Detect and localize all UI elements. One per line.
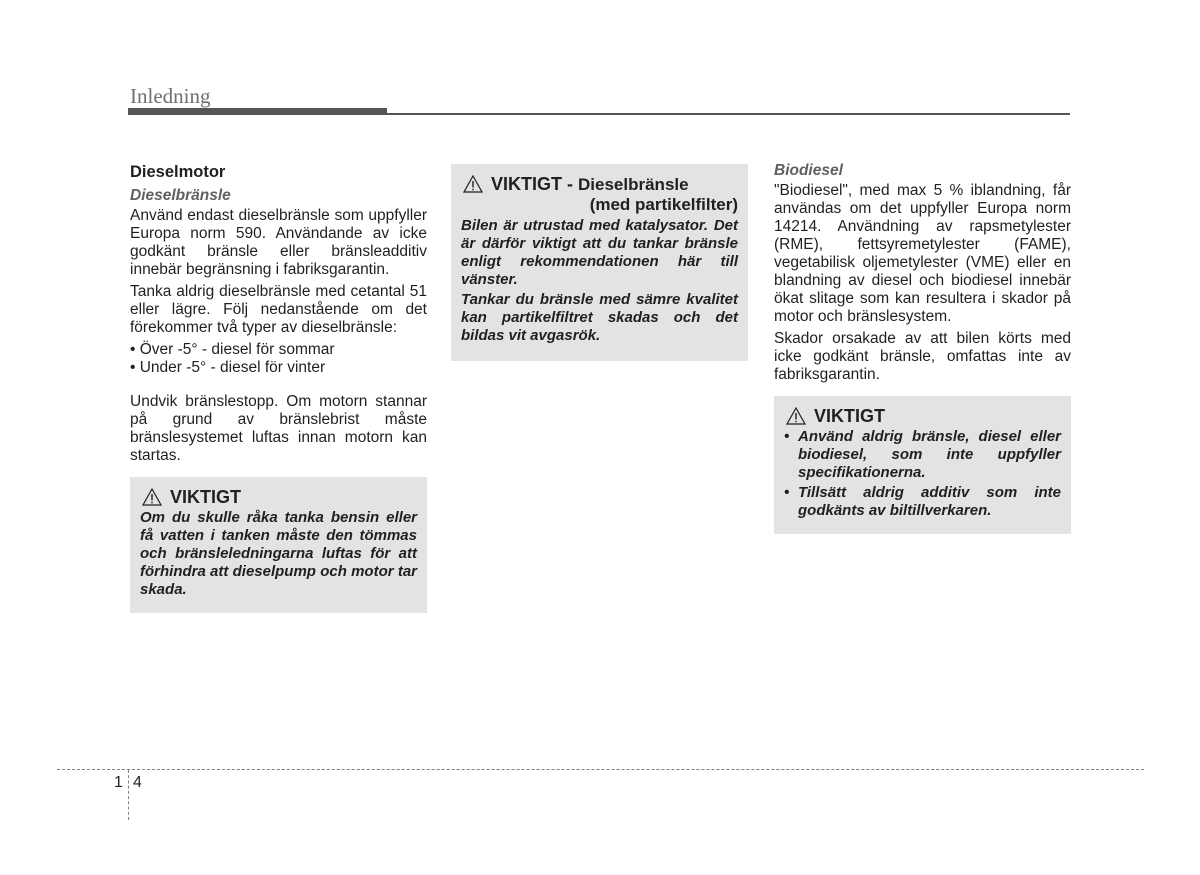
column-middle: [451, 164, 748, 361]
warning-triangle-icon: [786, 407, 806, 425]
warning-box: [774, 396, 1071, 534]
warning-subtitle: Dieselbränsle: [578, 175, 689, 194]
warning-title-text: VIKTIGT: [814, 406, 885, 426]
bullet-list: [130, 341, 427, 377]
warning-box: [451, 164, 748, 361]
warning-bullet-item: • Tillsätt aldrig additiv som inte godkänts av biltillverkaren.: [784, 484, 1061, 520]
warning-text: Om du skulle råka tanka bensin eller få vatten i tanken måste den tömmas och bränsleledningarna luftas för att förhindra att dieselpump och motor tar skada.: [140, 509, 417, 598]
paragraph: Tanka aldrig dieselbränsle med cetantal 51 eller lägre. Följ nedanstående om det förekommer två typer av dieselbränsle:: [130, 283, 427, 336]
section-subheading: Biodiesel: [774, 162, 843, 179]
paragraph: Skador orsakade av att bilen körts med icke godkänt bränsle, omfattas inte av fabriksgarantin.: [774, 330, 1071, 383]
chapter-number: 1: [114, 774, 123, 791]
footer-rule: [57, 769, 1144, 770]
header-rule-thick: [128, 108, 387, 115]
warning-box: [130, 477, 427, 613]
warning-bullet-item: • Använd aldrig bränsle, diesel eller biodiesel, som inte uppfyller specifikationerna.: [784, 428, 1061, 482]
header-rule-thin: [387, 113, 1070, 115]
warning-subtitle: (med partikelfilter): [589, 195, 738, 214]
warning-text: Bilen är utrustad med katalysator. Det är därför viktigt att du tankar bränsle enligt rekommendationen här till vänster.: [461, 217, 738, 288]
bullet-item: • Över -5° - diesel för sommar: [130, 341, 335, 358]
warning-title-text: VIKTIGT -: [491, 174, 573, 194]
column-right: [774, 160, 1071, 534]
warning-triangle-icon: [142, 488, 162, 506]
warning-bullet-list: [784, 428, 1061, 520]
warning-title: [140, 487, 417, 507]
paragraph: "Biodiesel", med max 5 % iblandning, får användas om det uppfyller Europa norm 14214. Användning av rapsmetylester (RME), fettsyremetylester (FAME), vegetabilisk oljemetylester (VME) eller en blandning av diesel och biodiesel innebär ökat slitage som kan resultera i skador på motor och bränslesystem.: [774, 182, 1071, 325]
column-left: [130, 160, 427, 613]
warning-title: [461, 174, 738, 215]
page-header-title: Inledning: [130, 84, 211, 108]
warning-title: [784, 406, 1061, 426]
section-heading: Dieselmotor: [130, 163, 226, 181]
section-subheading: Dieselbränsle: [130, 187, 231, 204]
warning-text: Tankar du bränsle med sämre kvalitet kan partikelfiltret skadas och det bildas vit avgasrök.: [461, 291, 738, 344]
page-number: 4: [133, 774, 142, 791]
bullet-item: • Under -5° - diesel för vinter: [130, 359, 326, 376]
paragraph: Använd endast dieselbränsle som uppfyller Europa norm 590. Användande av icke godkänt bränsle eller bränsleadditiv innebär begränsning i fabriksgarantin.: [130, 207, 427, 278]
warning-triangle-icon: [463, 175, 483, 193]
footer-divider: [128, 770, 129, 820]
paragraph: Undvik bränslestopp. Om motorn stannar på grund av bränslebrist måste bränslesystemet luftas innan motorn kan startas.: [130, 393, 427, 464]
warning-title-text: VIKTIGT: [170, 487, 241, 507]
